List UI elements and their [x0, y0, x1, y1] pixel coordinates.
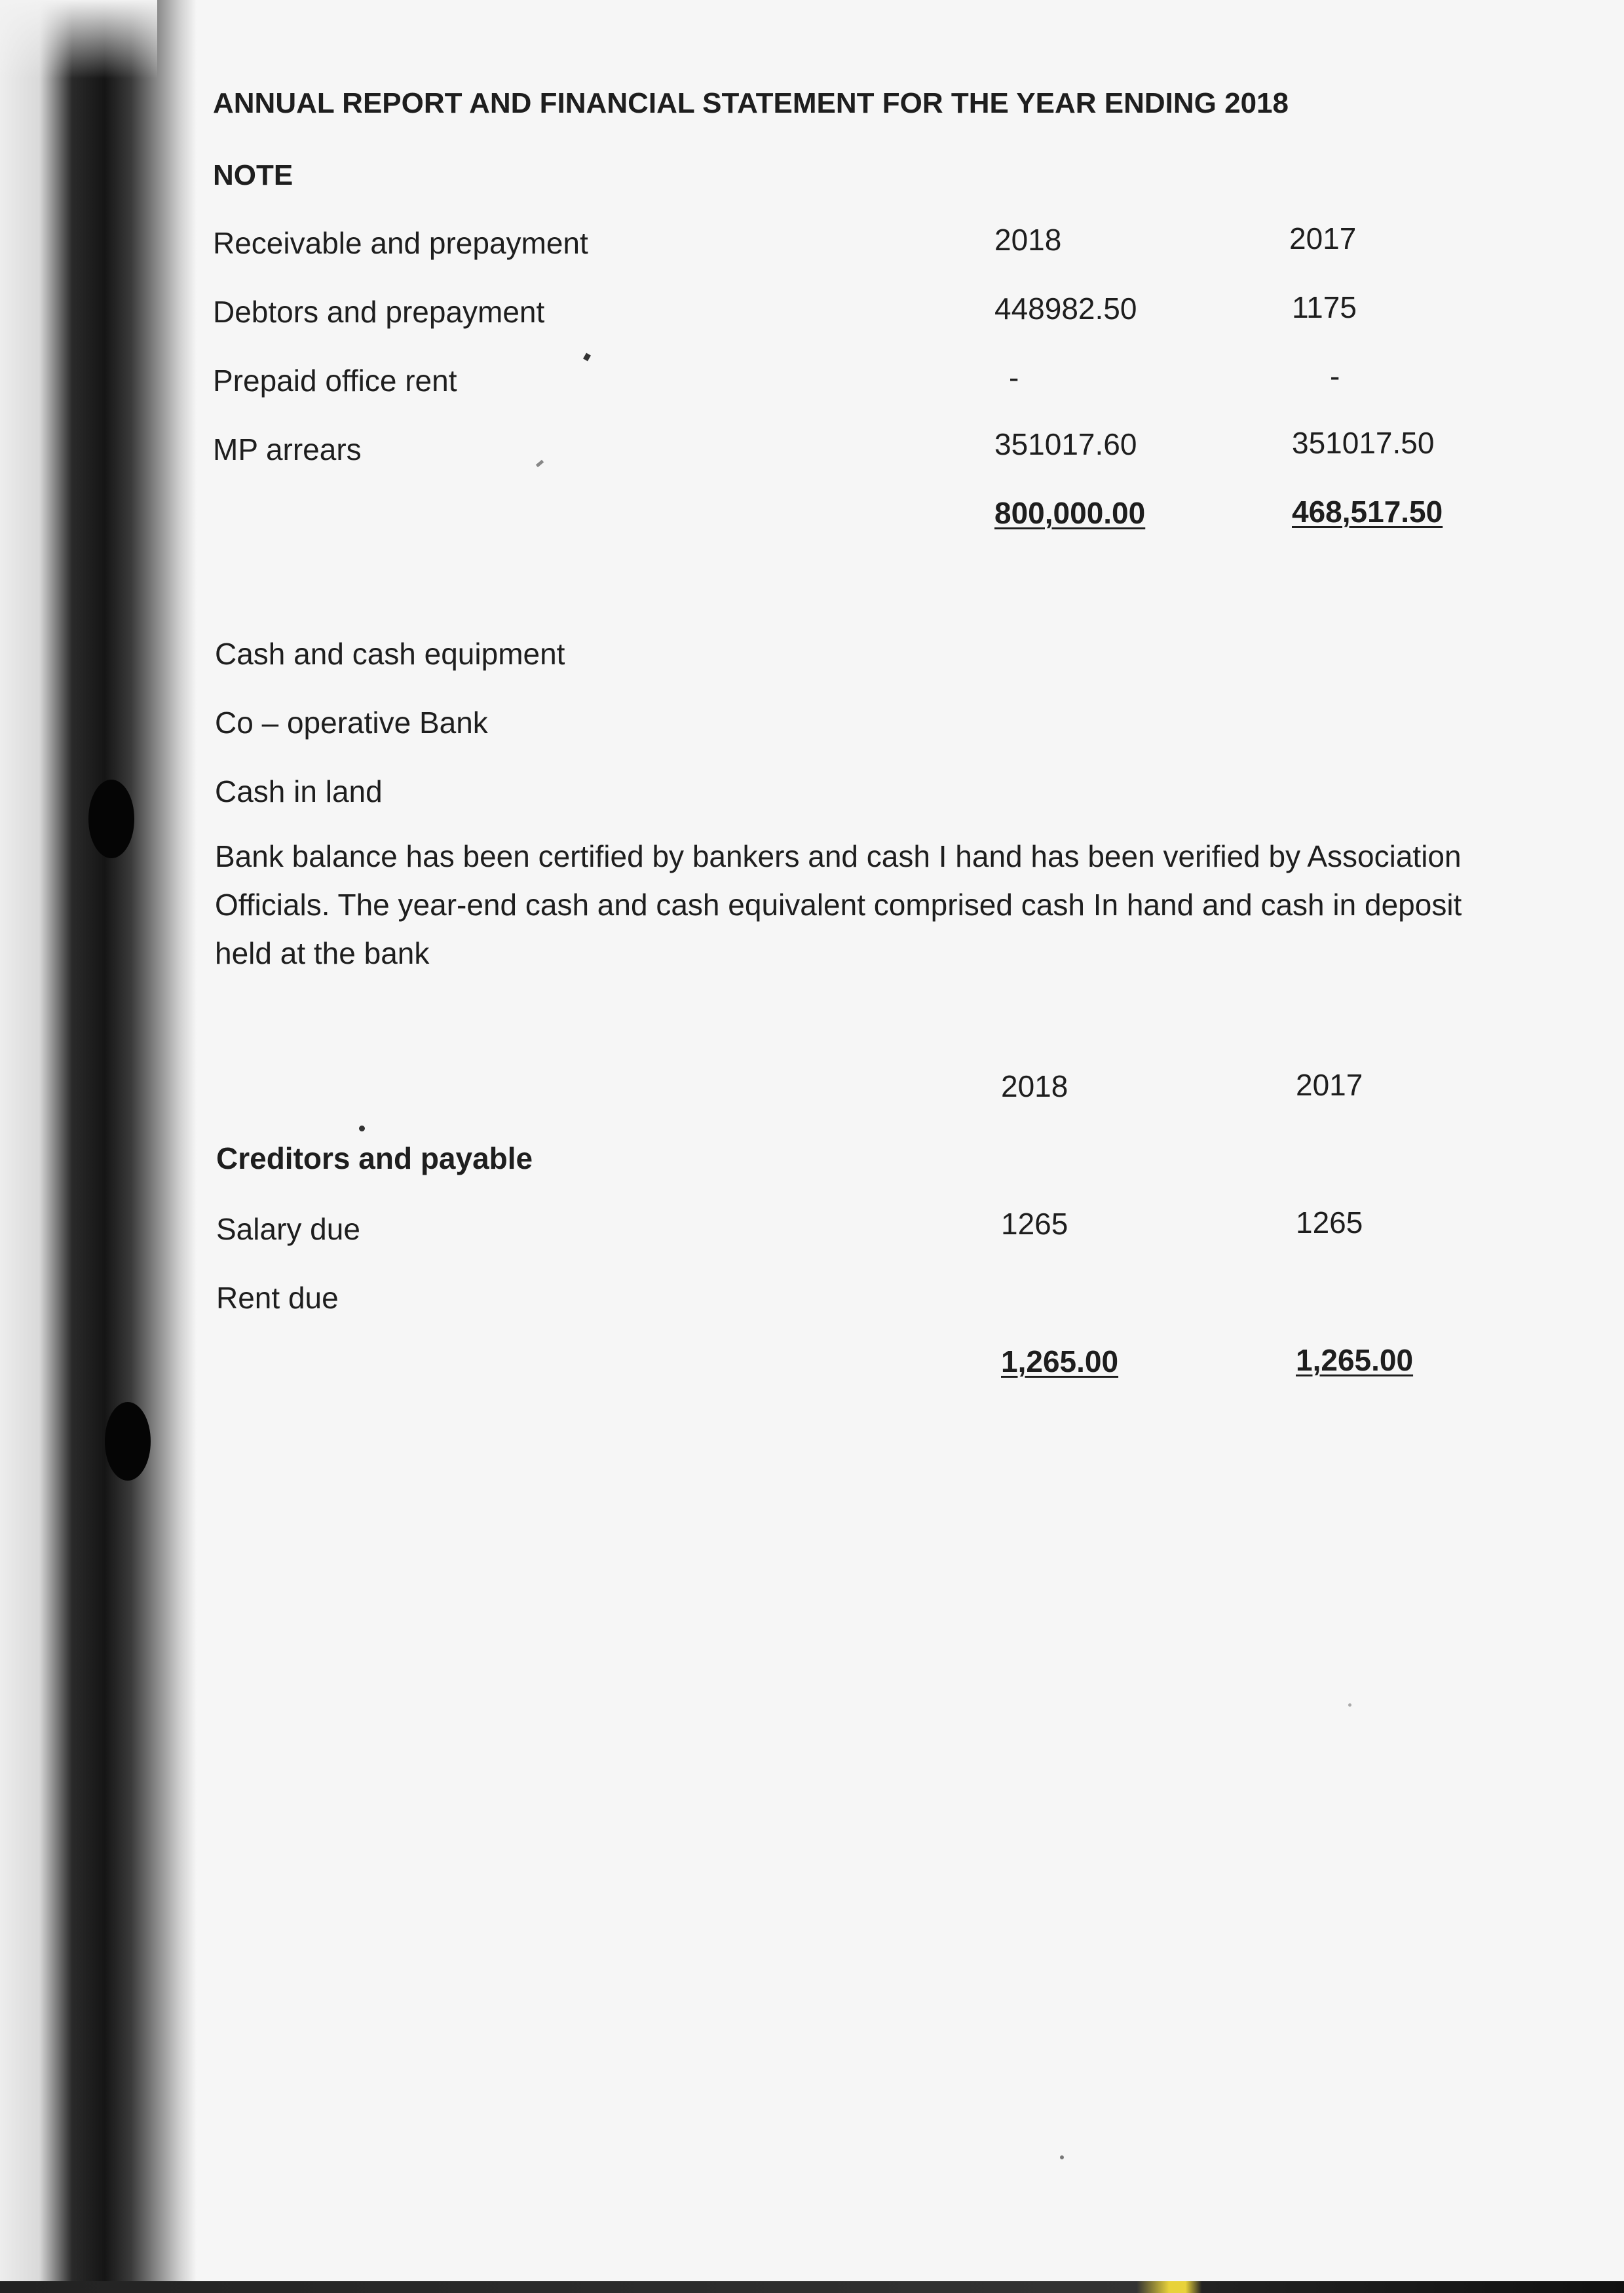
creditors-row-value-2018: 1265 — [1001, 1207, 1068, 1241]
creditors-row-label: Salary due — [216, 1212, 360, 1246]
scan-speck — [1348, 1703, 1351, 1707]
creditors-total-2017: 1,265.00 — [1296, 1343, 1414, 1377]
cash-item: Cash in land — [215, 774, 383, 808]
creditors-total-2018: 1,265.00 — [1001, 1344, 1119, 1378]
receivables-row-label: Prepaid office rent — [213, 364, 457, 398]
page-bottom-edge — [0, 2281, 1624, 2293]
receivables-total-2018: 800,000.00 — [994, 496, 1146, 530]
receivables-row-value-2018: 351017.60 — [994, 427, 1137, 461]
receivables-col-2017: 2017 — [1289, 221, 1357, 256]
creditors-row-value-2017: 1265 — [1296, 1205, 1363, 1240]
receivables-heading: Receivable and prepayment — [213, 226, 588, 260]
scan-speck — [536, 460, 544, 468]
creditors-col-2018: 2018 — [1001, 1069, 1068, 1103]
receivables-col-2018: 2018 — [994, 223, 1062, 257]
cash-item: Co – operative Bank — [215, 706, 488, 740]
note-label: NOTE — [213, 159, 293, 191]
receivables-total-2017: 468,517.50 — [1292, 495, 1443, 529]
scan-speck — [583, 353, 591, 362]
scan-speck — [1060, 2155, 1064, 2159]
creditors-heading: Creditors and payable — [216, 1141, 533, 1175]
receivables-row-value-2018: - — [1009, 360, 1019, 394]
document-title: ANNUAL REPORT AND FINANCIAL STATEMENT FOR THE YEAR ENDING 2018 — [213, 87, 1289, 119]
receivables-row-label: MP arrears — [213, 432, 362, 466]
receivables-row-value-2017: 351017.50 — [1292, 426, 1435, 460]
cash-heading: Cash and cash equipment — [215, 637, 565, 671]
receivables-row-label: Debtors and prepayment — [213, 295, 545, 329]
creditors-row-label: Rent due — [216, 1281, 339, 1315]
receivables-row-value-2017: 1175 — [1292, 290, 1357, 324]
scan-speck — [359, 1126, 365, 1131]
creditors-col-2017: 2017 — [1296, 1068, 1363, 1102]
receivables-row-value-2018: 448982.50 — [994, 292, 1137, 326]
receivables-row-value-2017: - — [1330, 359, 1340, 393]
cash-note-paragraph: Bank balance has been certified by bankers and cash I hand has been verified by Association Officials. The year-end cash and cash equivalent comprised cash In hand and cash in deposit held at the bank — [215, 839, 1462, 970]
